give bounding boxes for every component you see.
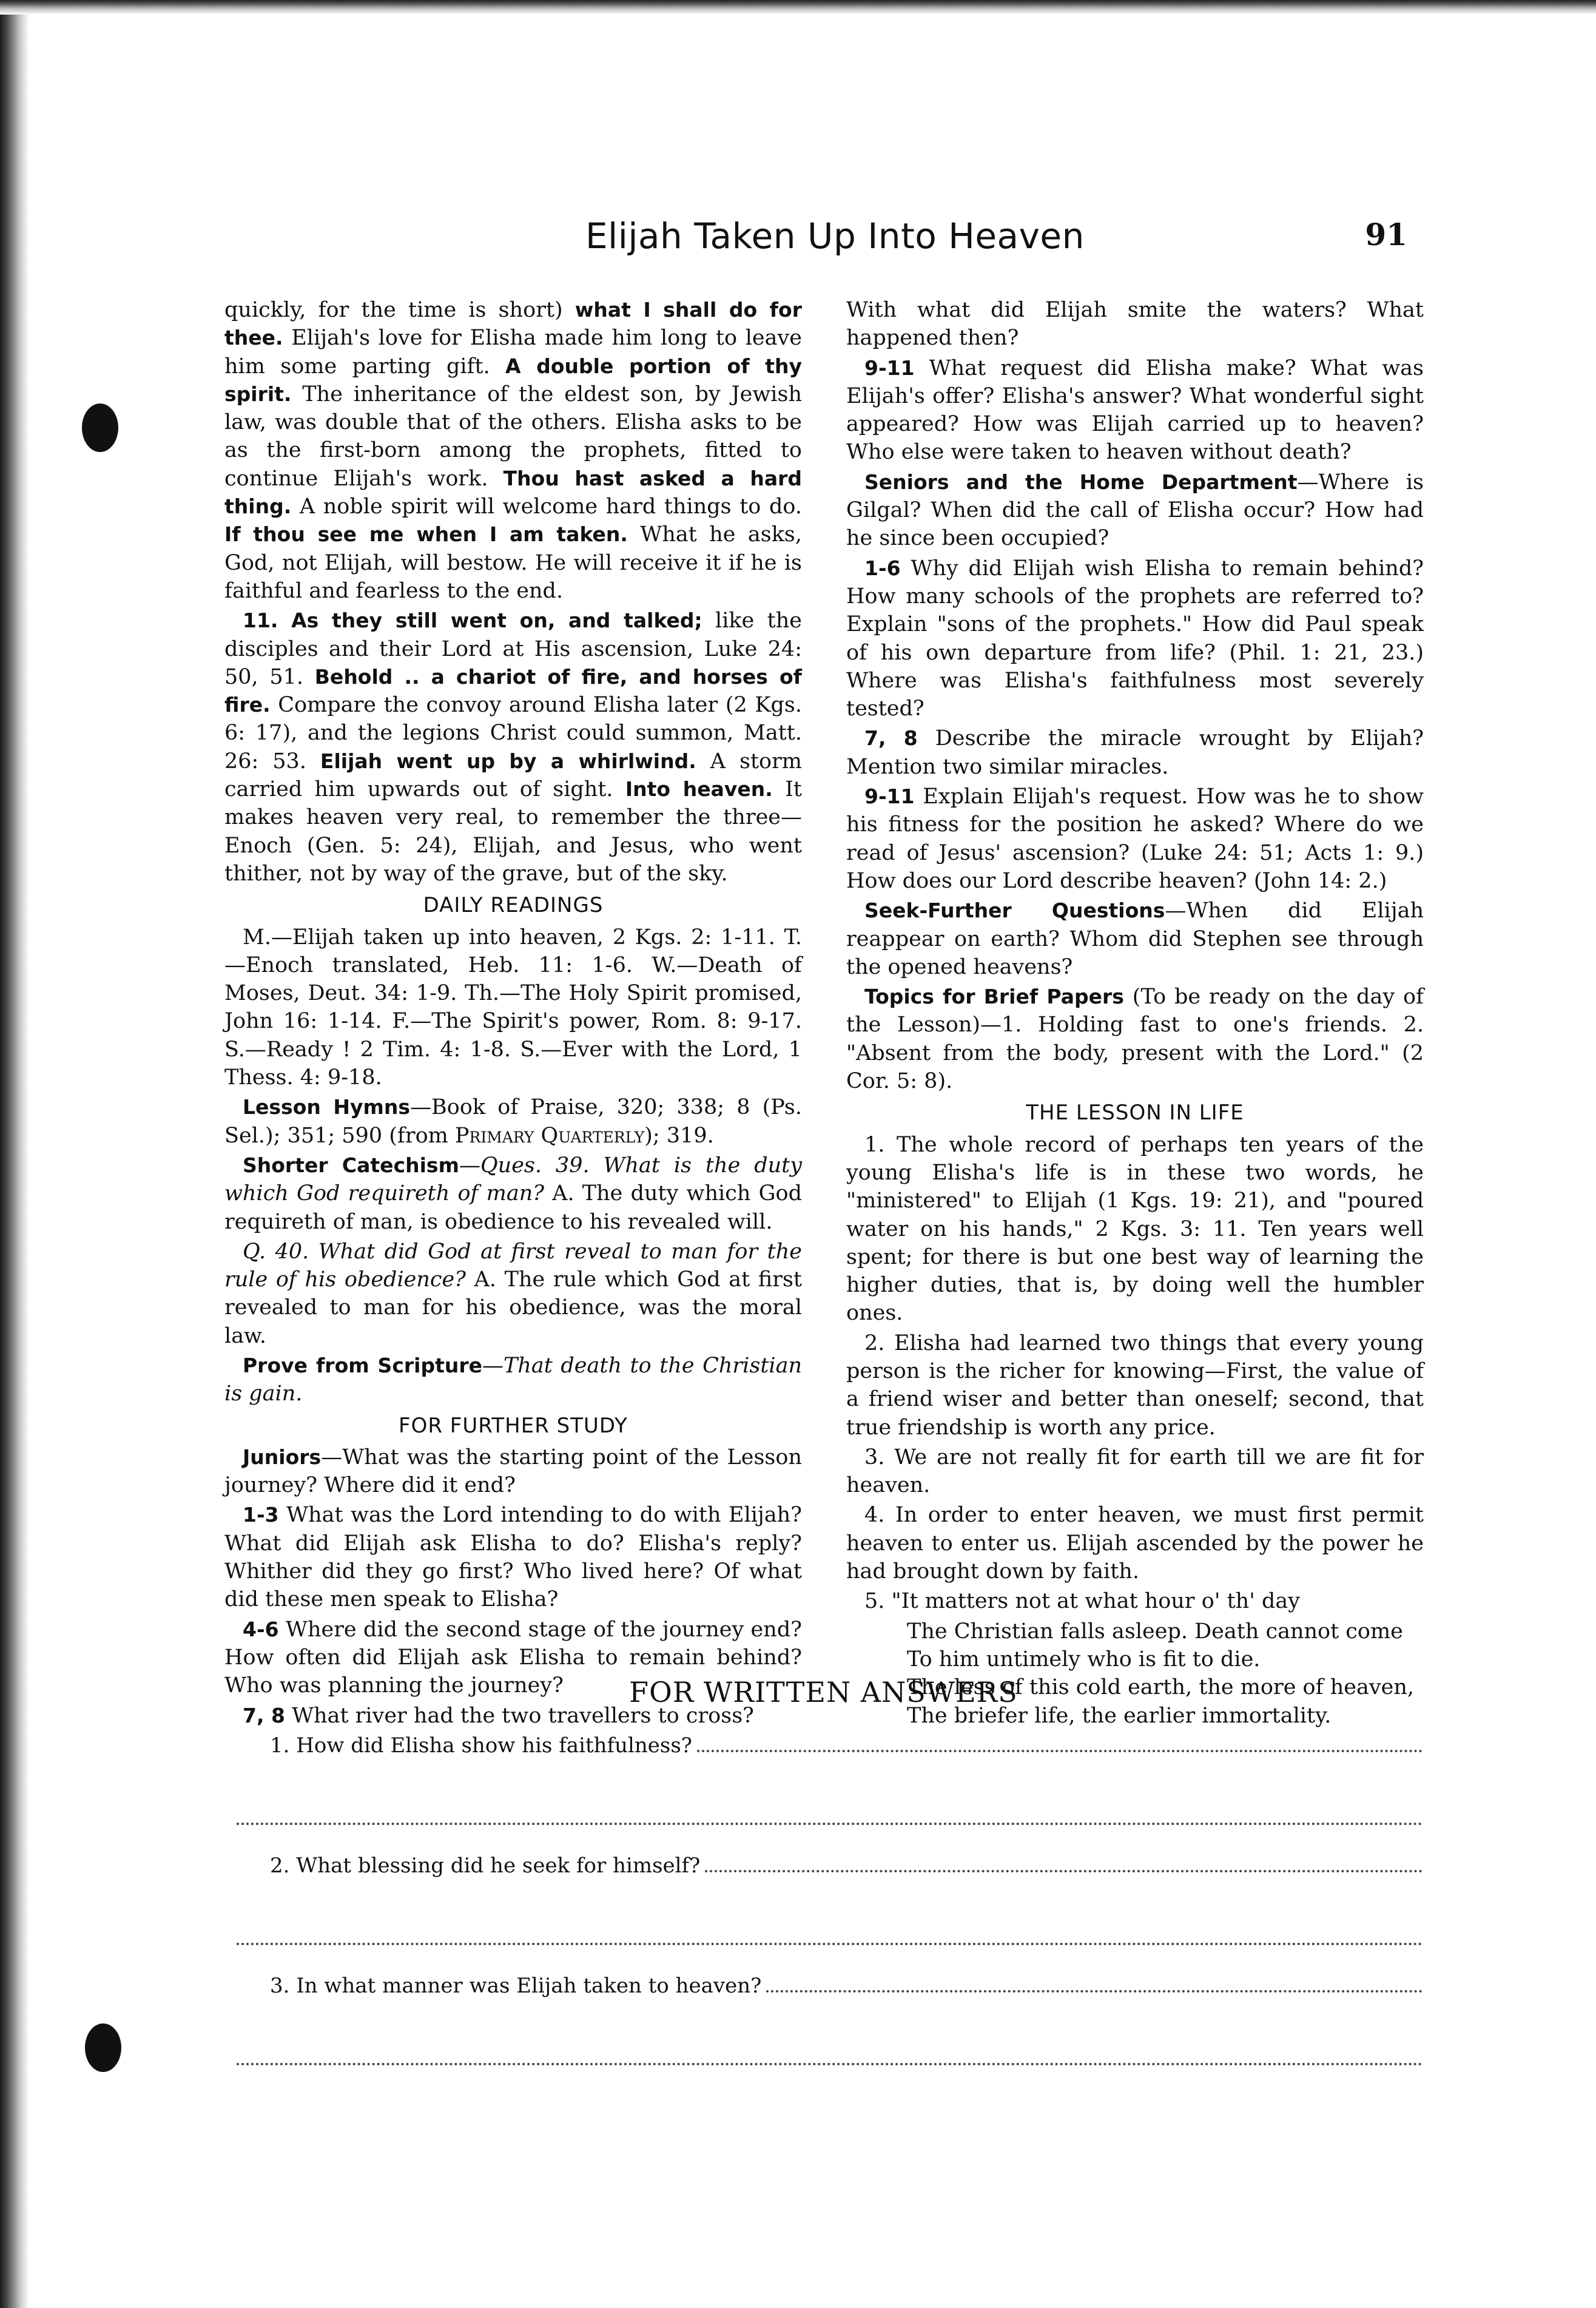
punch-hole-top [82,403,118,452]
scan-edge-left [0,0,29,2308]
written-answers-section [224,1676,1423,2093]
prove-from-scripture: Prove from Scripture—That death to the Christian is gain. [224,1353,802,1406]
poem-line: The briefer life, the earlier immortality. [907,1703,1332,1728]
poem-line: To him untimely who is fit to die. [907,1647,1261,1672]
lesson-point-1: 1. The whole record of perhaps ten years of the young Elisha's life is in these two words, he "ministered" to Elijah (1 Kgs. 19: 21), and "poured water on his hands," 2 Kgs. 3: 11. Ten years well spent; for there is but one best way of learning the higher duties, that is, by doing well the humbler ones. [846,1132,1424,1326]
catechism-q40: Q. 40. What did God at first reveal to man for the rule of his obedience? A. The rule which God at first revealed to man for his obedience, was the moral law. [224,1239,802,1348]
juniors-q4-6: 4-6 Where did the second stage of the journey end? How often did Elijah ask Elisha to remain behind? Who was planning the journey? [224,1617,802,1698]
paragraph-comments-1: quickly, for the time is short) what I shall do for thee. Elijah's love for Elisha made him long to leave him some parting gift. A double portion of thy spirit. The inheritance of the eldest son, by Jewish law, was double that of the others. Elisha asks to be as the first-born among the prophets, fitted to continue Elijah's work. Thou hast asked a hard thing. A noble spirit will welcome hard things to do. If thou see me when I am taken. What he asks, God, not Elijah, will bestow. He will receive it if he is faithful and fearless to the end. [224,298,803,603]
written-question-2: 2. What blessing did he seek for himself? [270,1853,1423,1889]
punch-hole-bottom [85,2023,121,2072]
right-column [846,296,1424,1730]
daily-readings: M.—Elijah taken up into heaven, 2 Kgs. 2: 1-11. T.—Enoch translated, Heb. 11: 1-6. W.—Death of Moses, Deut. 34: 1-9. Th.—The Holy Spirit promised, John 16: 1-14. F.—The Spirit's power, Rom. 8: 9-17. S.—Ready ! 2 Tim. 4: 1-8. S.—Ever with the Lord, 1 Thess. 4: 9-18. [224,925,802,1090]
further-study-heading: FOR FURTHER STUDY [399,1413,628,1438]
seek-further-questions: Seek-Further Questions—When did Elijah reappear on earth? Whom did Stephen see through the opened heavens? [846,899,1424,979]
page-header [218,215,1407,282]
written-question-3: 3. In what manner was Elijah taken to heaven? [270,1973,1423,2009]
juniors-q7-8-continued: With what did Elijah smite the waters? What happened then? [846,298,1424,351]
answer-line[interactable] [237,1769,1423,1825]
juniors-q7-8: 7, 8 What river had the two travellers to cross? [243,1703,754,1728]
lesson-point-4: 4. In order to enter heaven, we must first permit heaven to enter us. Elijah ascended by the power he had brought down by faith. [846,1503,1424,1584]
scan-edge-top [0,0,1596,15]
juniors-q1-3: 1-3 What was the Lord intending to do with Elijah? What did Elijah ask Elisha to do? Elisha's reply? Whither did they go first? Who lived here? Of what did these men speak to Elisha? [224,1503,802,1612]
answer-line[interactable] [697,1733,1423,1752]
shorter-catechism: Shorter Catechism—Ques. 39. What is the duty which God requireth of man? A. The duty which God requireth of man, is obedience to his revealed will. [224,1153,803,1234]
lesson-point-3: 3. We are not really fit for earth till we are fit for heaven. [846,1445,1424,1498]
poem-line: The less of this cold earth, the more of heaven, [907,1675,1414,1700]
paragraph-comments-11: 11. As they still went on, and talked; like the disciples and their Lord at His ascension, Luke 24: 50, 51. Behold .. a chariot of fire, and horses of fire. Compare the convoy around Elisha later (2 Kgs. 6: 17), and the legions Christ could summon, Matt. 26: 53. Elijah went up by a whirlwind. A storm carried him upwards out of sight. Into heaven. It makes heaven very real, to remember the three—Enoch (Gen. 5: 24), Elijah, and Jesus, who went thither, not by way of the grave, but of the sky. [224,609,803,886]
seniors-q9-11: 9-11 Explain Elijah's request. How was he to show his fitness for the position he asked? Where do we read of Jesus' ascension? (Luke 24: 51; Acts 1: 9.) How does our Lord describe heaven? (John 14: 2.) [846,785,1424,893]
seniors-q7-8: 7, 8 Describe the miracle wrought by Elijah? Mention two similar miracles. [846,726,1424,779]
written-answers-title: FOR WRITTEN ANSWERS [629,1676,1018,1709]
daily-readings-heading: DAILY READINGS [423,893,604,918]
written-question-1: 1. How did Elisha show his faithfulness? [270,1733,1423,1769]
page-title: Elijah Taken Up Into Heaven [585,215,1085,257]
topics-brief-papers: Topics for Brief Papers (To be ready on the day of the Lesson)—1. Holding fast to one's friends. 2. "Absent from the body, present with the Lord." (2 Cor. 5: 8). [846,985,1424,1094]
juniors-q9-11: 9-11 What request did Elisha make? What was Elijah's offer? Elisha's answer? What wonderful sight appeared? How was Elijah carried up to heaven? Who else were taken to heaven without death? [846,356,1424,465]
left-column [224,296,802,1732]
lesson-point-5: 5. "It matters not at what hour o' th' day [864,1589,1300,1614]
answer-line[interactable] [766,1973,1423,1993]
page-number: 91 [1365,217,1407,252]
answer-line[interactable] [237,2009,1423,2065]
lesson-point-2: 2. Elisha had learned two things that every young person is the richer for knowing—First, the value of a friend wiser and better than oneself; second, that true friendship is worth any price. [846,1331,1424,1440]
lesson-hymns: Lesson Hymns—Book of Praise, 320; 338; 8 (Ps. Sel.); 351; 590 (from Primary Quarterly); 319. [224,1095,802,1148]
answer-line[interactable] [705,1853,1423,1872]
answer-line[interactable] [237,1889,1423,1945]
juniors-questions: Juniors—What was the starting point of the Lesson journey? Where did it end? [224,1445,802,1498]
lesson-in-life-heading: THE LESSON IN LIFE [1026,1101,1244,1125]
seniors-q1-6: 1-6 Why did Elijah wish Elisha to remain behind? How many schools of the prophets are referred to? Explain "sons of the prophets." How did Paul speak of his own departure from life? (Phil. 1: 21, 23.) Where was Elisha's faithfulness most severely tested? [846,556,1424,721]
poem-line: The Christian falls asleep. Death cannot come [907,1619,1403,1644]
seniors-questions: Seniors and the Home Department—Where is Gilgal? When did the call of Elisha occur? How had he since been occupied? [846,470,1424,551]
